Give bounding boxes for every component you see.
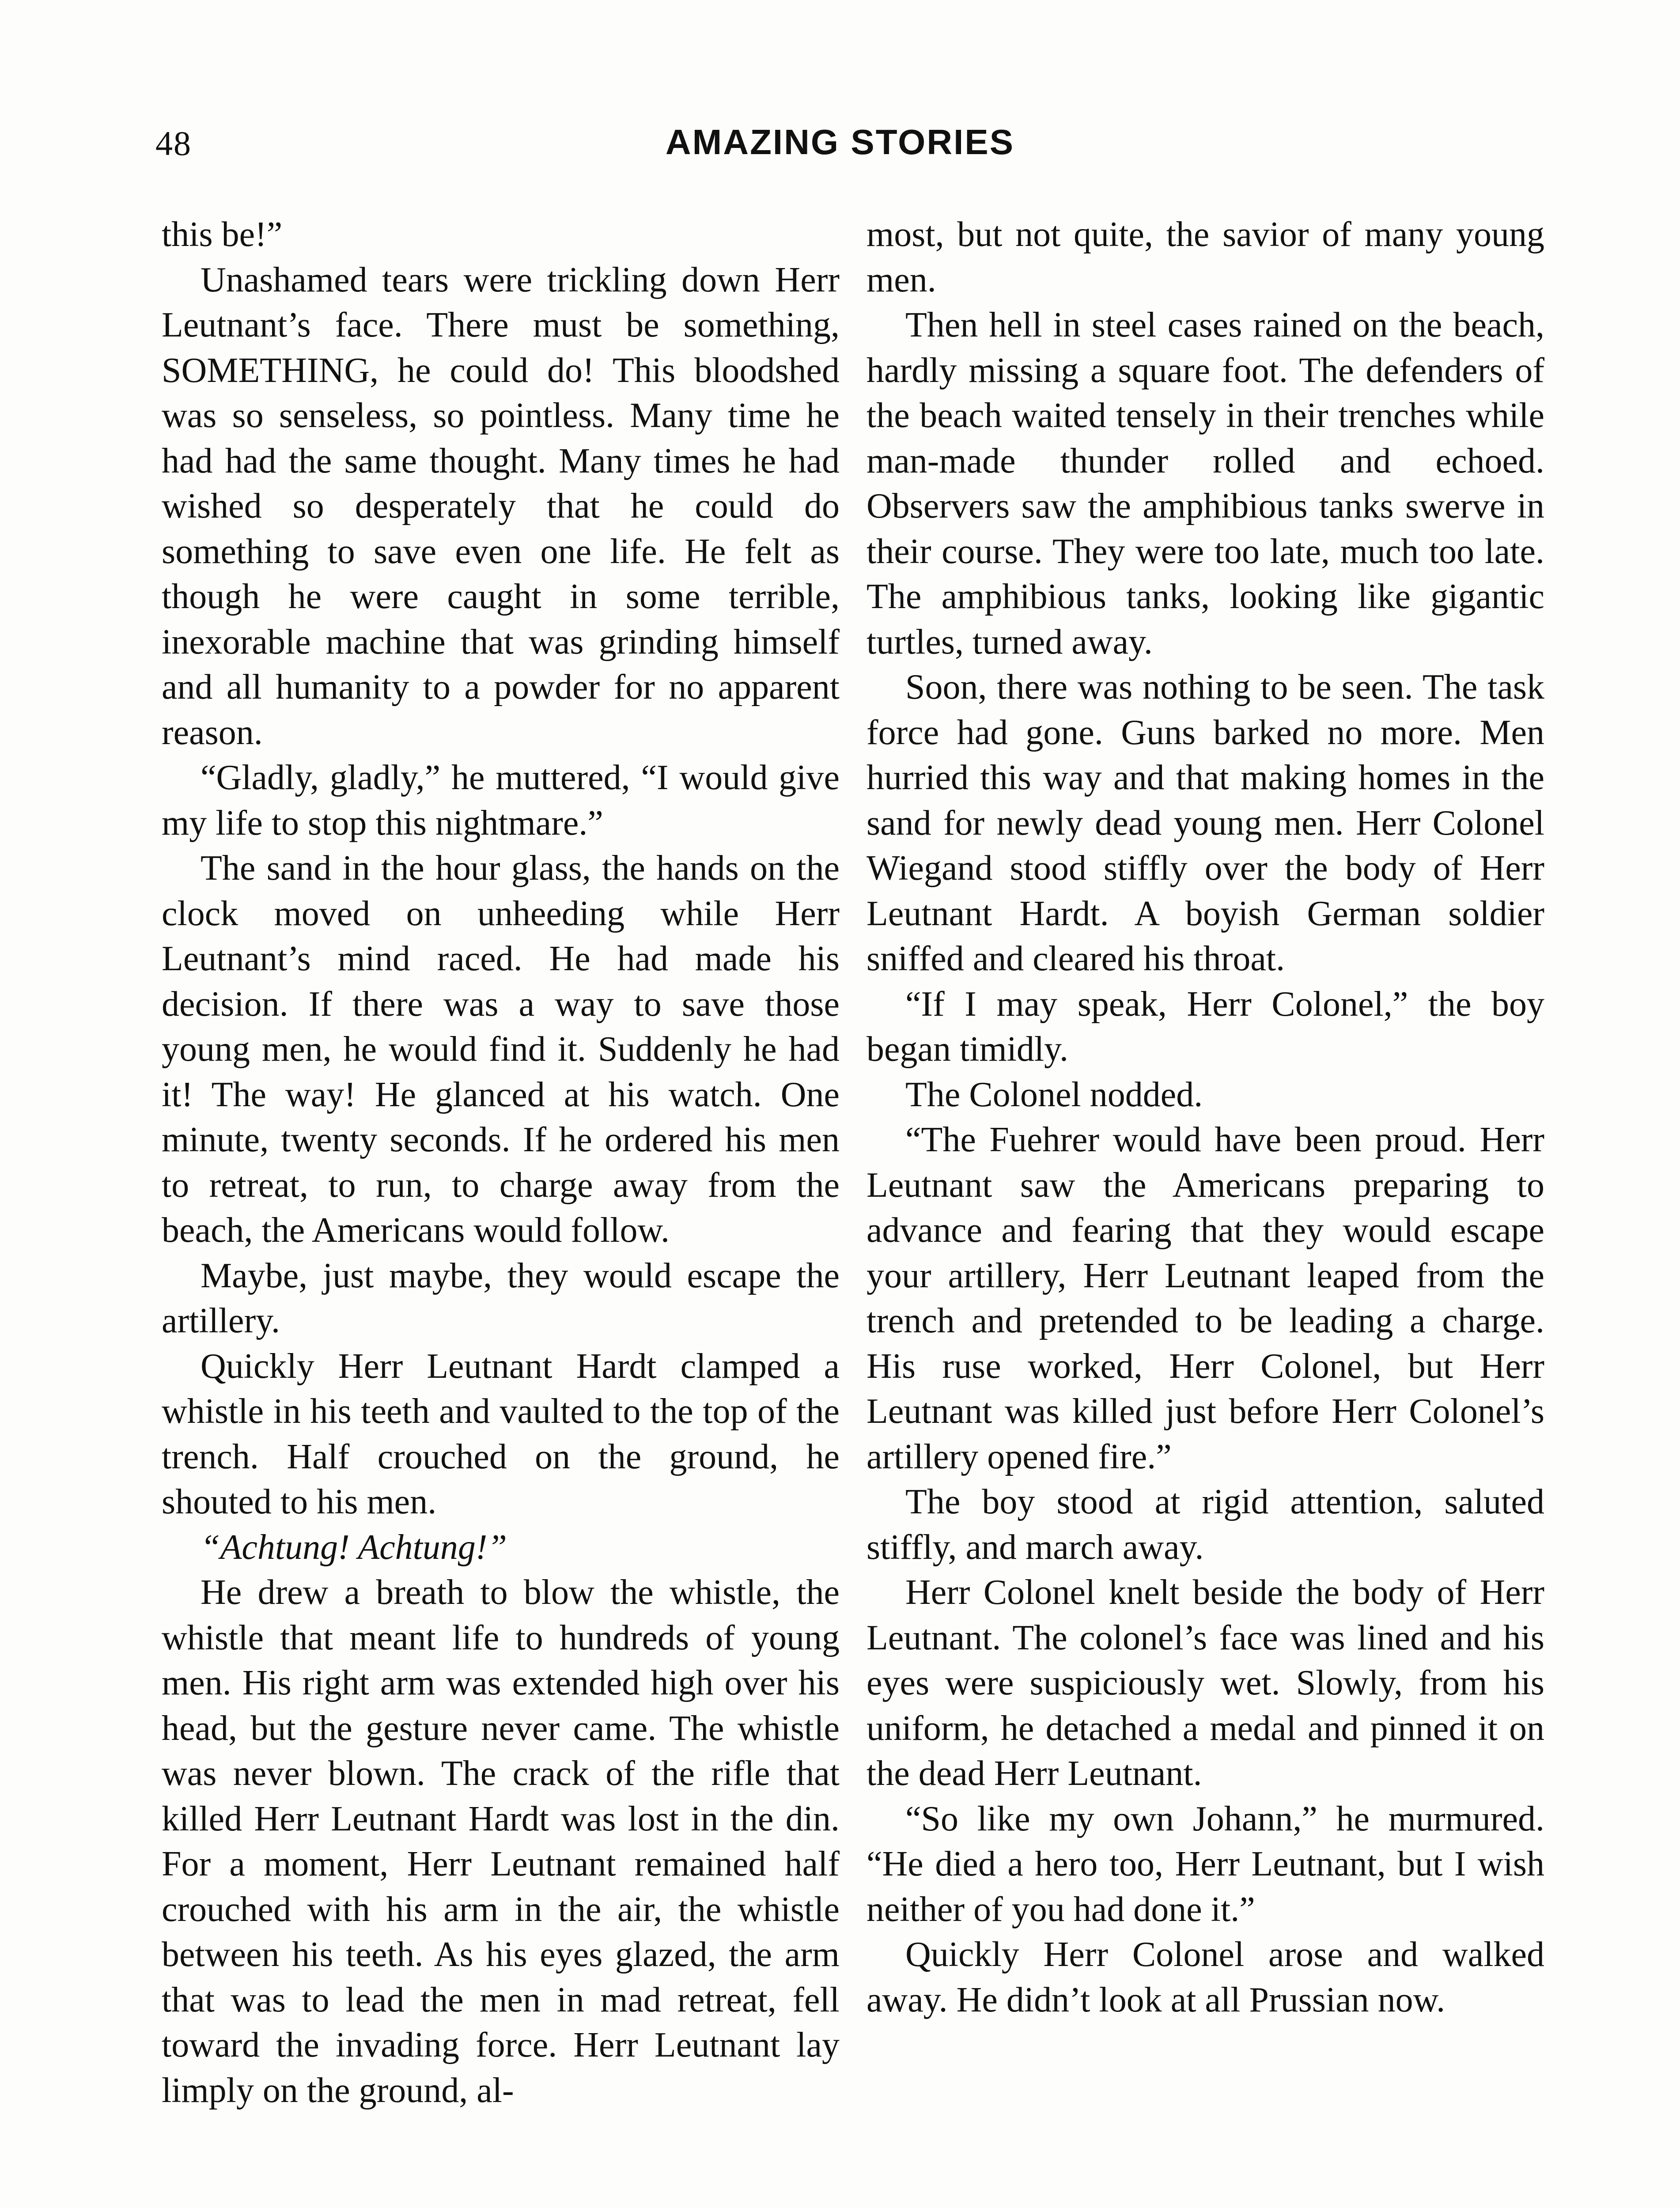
paragraph: “The Fuehrer would have been proud. Herr Leutnant saw the Americans preparing to advance and fearing that they would escape your artillery, Herr Leutnant leaped from the trench and pretended to be leading a charge. His ruse worked, Herr Colonel, but Herr Leutnant was killed just before Herr Colonel’s artillery opened fire.” — [866, 1120, 1544, 1476]
paragraph: The sand in the hour glass, the hands on the clock moved on unheeding while Herr Leutnant’s mind raced. He had made his decision. If there was a way to save those young men, he would find it. Suddenly he had it! The way! He glanced at his watch. One minute, twenty seconds. If he ordered his men to retreat, to run, to charge away from the beach, the Americans would follow. — [162, 849, 840, 1250]
paragraph: He drew a breath to blow the whistle, the whistle that meant life to hundreds of young men. His right arm was extended high over his head, but the gesture never came. The whistle was never blown. The crack of the rifle that killed Herr Leutnant Hardt was lost in the din. For a moment, Herr Leutnant remained half crouched with his arm in the air, the whistle between his teeth. As his eyes glazed, the arm that was to lead the men in mad retreat, fell toward the invading force. Herr Leutnant lay limply on the ground, al- — [162, 1573, 840, 2110]
paragraph: this be!” — [162, 215, 283, 254]
paragraph: Quickly Herr Leutnant Hardt clamped a whistle in his teeth and vaulted to the top of the trench. Half crouched on the ground, he shouted to his men. — [162, 1346, 840, 1521]
paragraph: The boy stood at rigid attention, saluted stiffly, and march away. — [866, 1482, 1544, 1567]
paragraph: Soon, there was nothing to be seen. The task force had gone. Guns barked no more. Men hurried this way and that making homes in the sand for newly dead young men. Herr Colonel Wiegand stood stiffly over the body of Herr Leutnant Hardt. A boyish German soldier sniffed and cleared his throat. — [866, 668, 1544, 978]
page-number: 48 — [155, 124, 192, 163]
paragraph: “So like my own Johann,” he murmured. “He died a hero too, Herr Leutnant, but I wish neither of you had done it.” — [866, 1799, 1544, 1929]
paragraph: Then hell in steel cases rained on the beach, hardly missing a square foot. The defenders of the beach waited tensely in their trenches while man-made thunder rolled and echoed. Observers saw the amphibious tanks swerve in their course. They were too late, much too late. The amphibious tanks, looking like gigantic turtles, turned away. — [866, 306, 1544, 662]
paragraph: Maybe, just maybe, they would escape the artillery. — [162, 1256, 840, 1340]
paragraph: Herr Colonel knelt beside the body of Herr Leutnant. The colonel’s face was lined and his eyes were suspiciously wet. Slowly, from his uniform, he detached a medal and pinned it on the dead Herr Leutnant. — [866, 1573, 1544, 1793]
paragraph: The Colonel nodded. — [905, 1075, 1203, 1114]
right-column — [866, 212, 1544, 2023]
left-column — [162, 212, 840, 2113]
paragraph: “Achtung! Achtung!” — [201, 1527, 507, 1567]
paragraph: Unashamed tears were trickling down Herr Leutnant’s face. There must be something, SOMETHING, he could do! This bloodshed was so senseless, so pointless. Many time he had had the same thought. Many times he had wished so desperately that he could do something to save even one life. He felt as though he were caught in some terrible, inexorable machine that was grinding himself and all humanity to a powder for no apparent reason. — [162, 260, 840, 752]
paragraph: “If I may speak, Herr Colonel,” the boy began timidly. — [866, 984, 1544, 1069]
paragraph: “Gladly, gladly,” he muttered, “I would give my life to stop this nightmare.” — [162, 758, 840, 843]
running-head: AMAZING STORIES — [665, 122, 1015, 162]
paragraph: Quickly Herr Colonel arose and walked away. He didn’t look at all Prussian now. — [866, 1935, 1544, 2019]
paragraph: most, but not quite, the savior of many young men. — [866, 215, 1544, 299]
